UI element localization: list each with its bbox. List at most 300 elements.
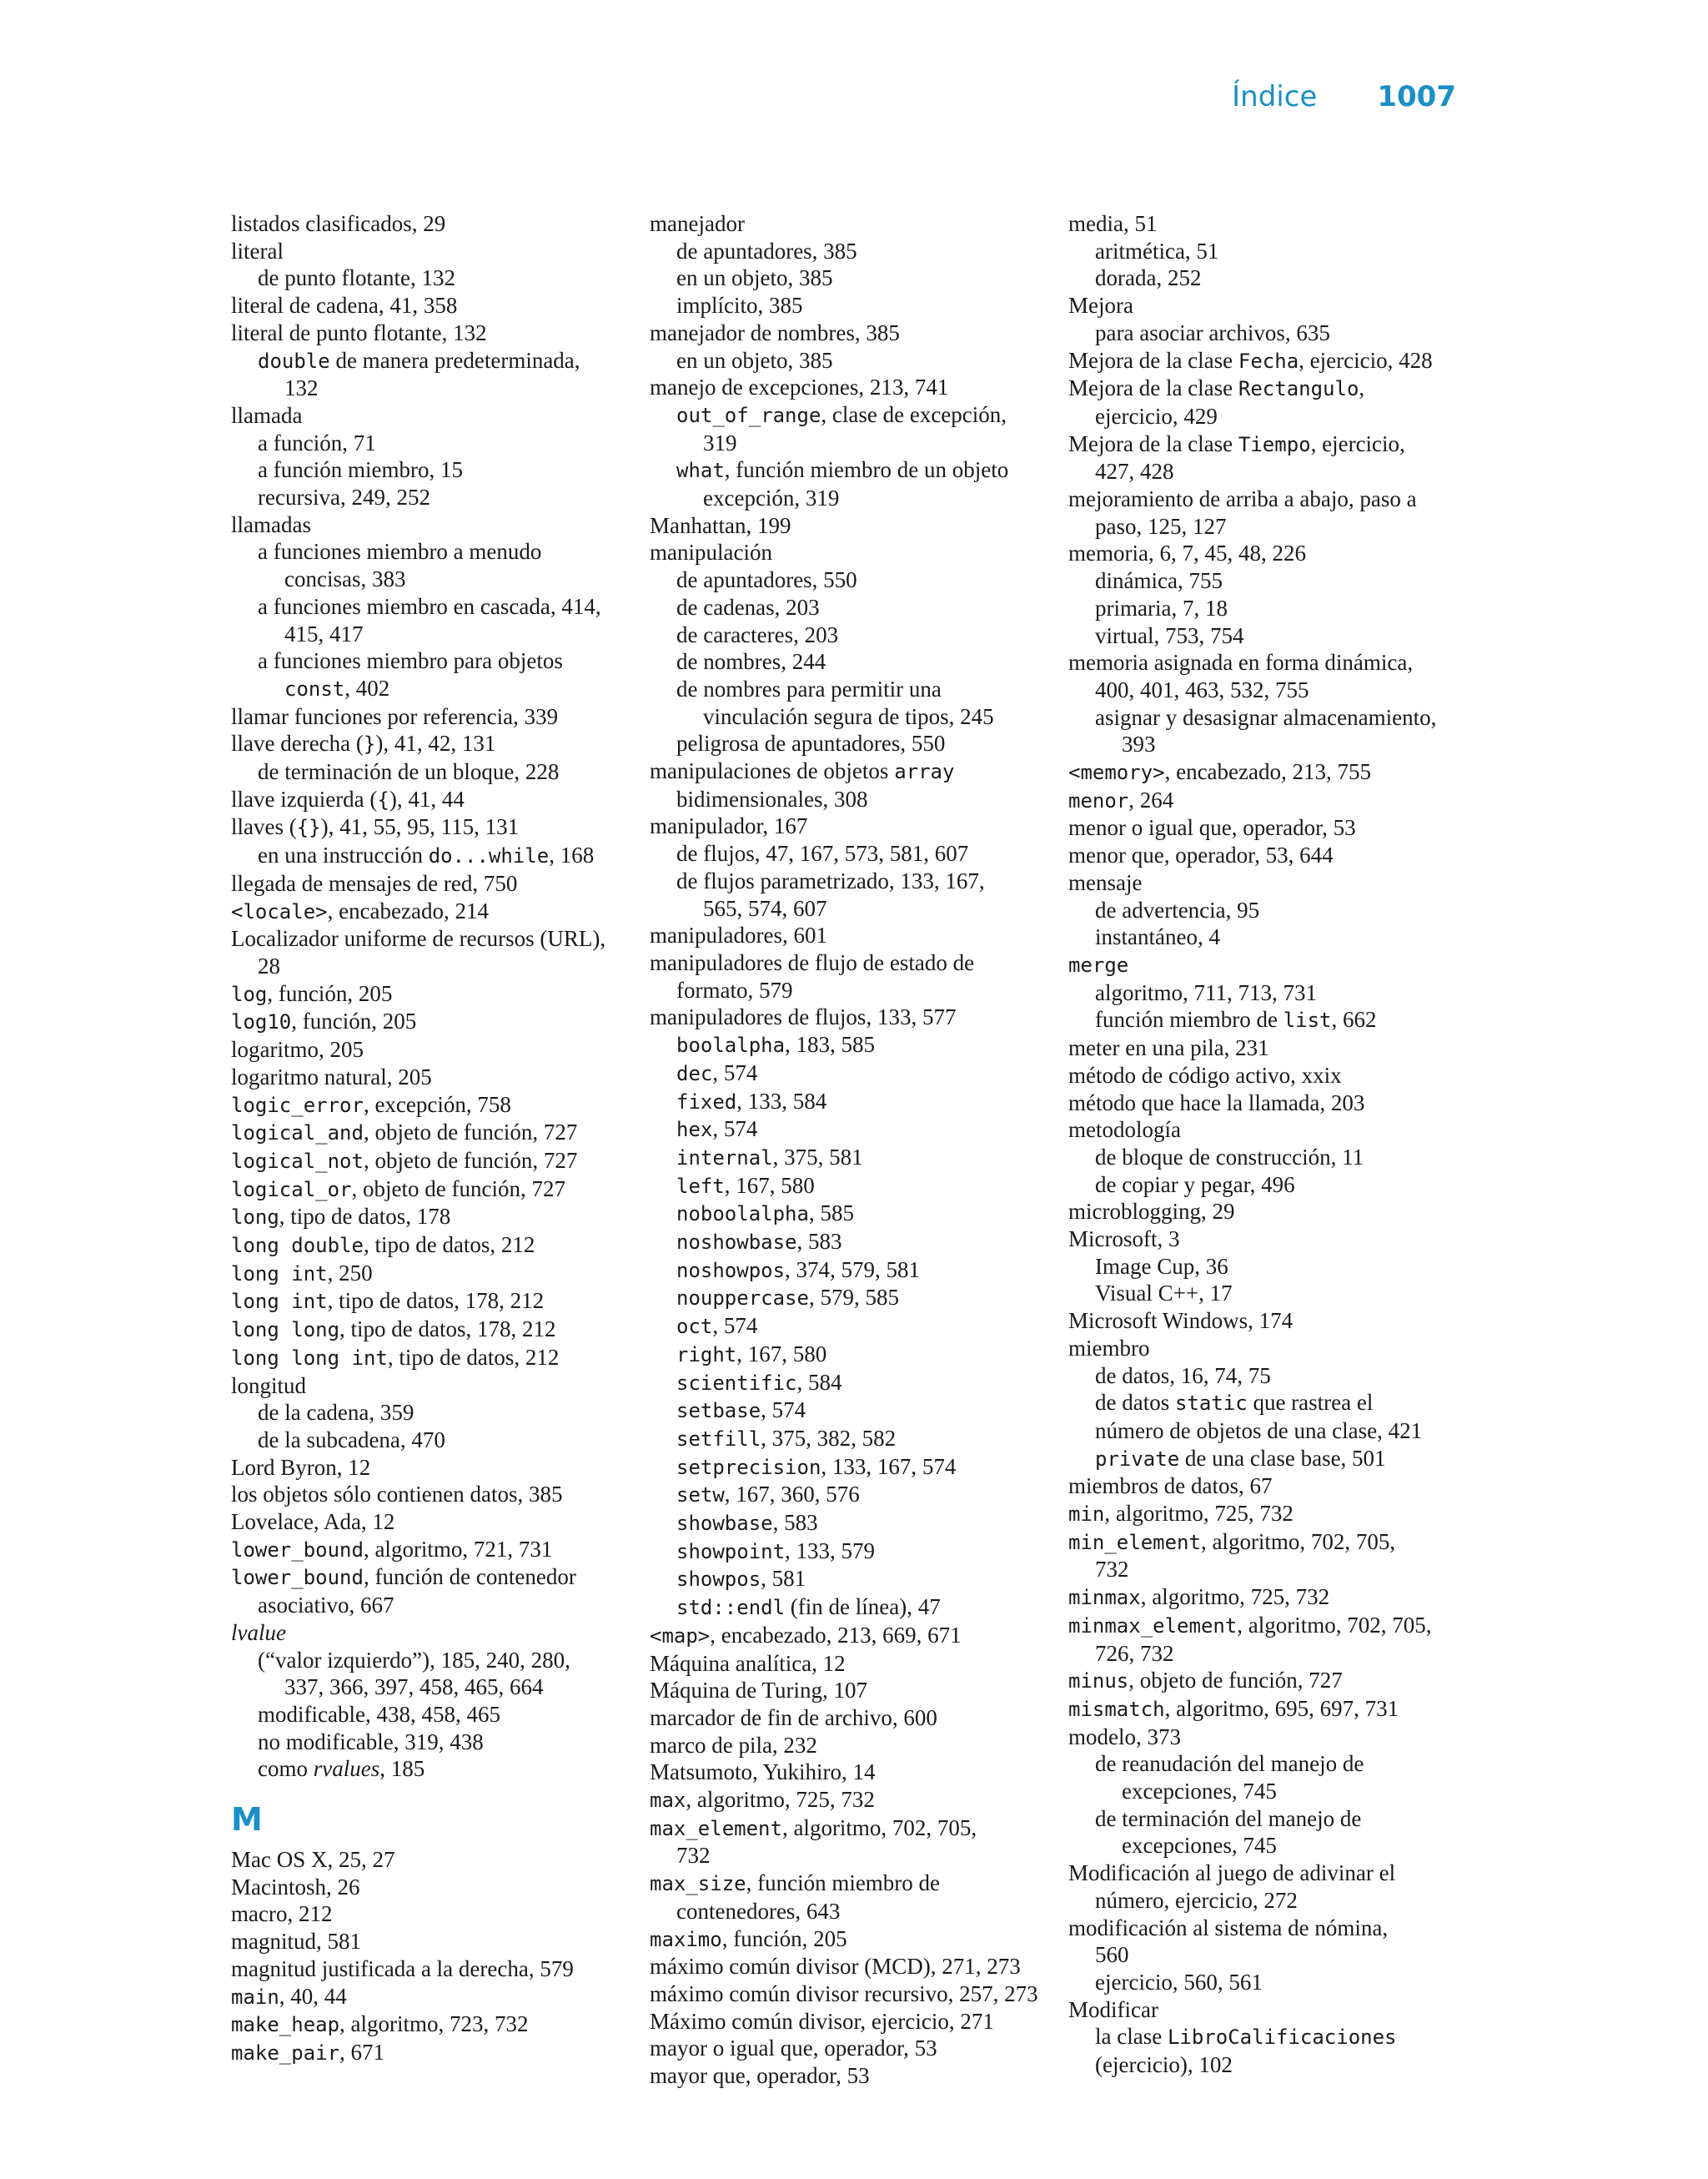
code-term: minmax_element [1068, 1613, 1238, 1638]
entry-text: dorada, 252 [1095, 265, 1202, 291]
index-subentry [1068, 1389, 1469, 1417]
code-term: left [676, 1174, 725, 1198]
index-subentry [650, 238, 1050, 265]
code-term: long int [231, 1290, 328, 1314]
entry-text: a función, 71 [258, 430, 376, 455]
code-term: scientific [676, 1371, 797, 1395]
entry-text: de terminación de un bloque, 228 [258, 759, 560, 785]
index-entry [1068, 951, 1469, 979]
entry-text: mayor que, operador, 53 [650, 2063, 870, 2089]
index-subentry [1068, 403, 1469, 430]
index-entry [650, 1980, 1050, 2008]
code-term: right [676, 1342, 737, 1366]
index-subentry [650, 1509, 1050, 1537]
entry-text: , función, 205 [721, 1925, 847, 1951]
entry-text: implícito, 385 [676, 293, 803, 319]
index-entry [231, 1231, 631, 1260]
entry-text: , algoritmo, 725, 732 [1104, 1501, 1294, 1527]
entry-text: 400, 401, 463, 532, 755 [1095, 677, 1309, 702]
index-subentry [650, 1172, 1050, 1200]
index-entry [231, 1008, 631, 1036]
entry-text: , 250 [327, 1260, 373, 1286]
entry-text: miembro [1068, 1335, 1150, 1361]
entry-text: instantáneo, 4 [1095, 924, 1220, 950]
code-term: {} [296, 816, 321, 840]
index-subentry [650, 1228, 1050, 1256]
index-entry [1068, 486, 1469, 513]
index-entry [231, 898, 631, 926]
index-subentry [650, 703, 1050, 731]
index-subentry [650, 430, 1050, 457]
index-subentry [1068, 458, 1469, 486]
index-subentry [231, 1673, 631, 1701]
entry-text: llamadas [231, 511, 311, 537]
entry-text: modelo, 373 [1068, 1724, 1181, 1749]
entry-text: , ejercicio, 428 [1299, 347, 1433, 373]
code-term: do...while [428, 844, 550, 868]
index-entry [231, 238, 631, 265]
index-entry [650, 2035, 1050, 2062]
index-entry [1068, 1859, 1469, 1887]
entry-text: (fin de línea), 47 [785, 1594, 941, 1620]
entry-text: llaves ( [231, 814, 297, 840]
code-term: maximo [650, 1927, 722, 1951]
index-subentry [650, 621, 1050, 649]
entry-text: número, ejercicio, 272 [1095, 1887, 1298, 1913]
entry-text: de reanudación del manejo de [1095, 1751, 1364, 1777]
code-term: min [1068, 1502, 1105, 1527]
index-entry [650, 210, 1050, 238]
index-entry [231, 210, 631, 238]
code-term: internal [676, 1145, 773, 1170]
entry-text: memoria, 6, 7, 45, 48, 226 [1068, 541, 1306, 566]
code-term: mismatch [1068, 1697, 1165, 1721]
code-term: logical_not [231, 1149, 364, 1173]
index-subentry [650, 1115, 1050, 1144]
code-term: long int [231, 1261, 328, 1286]
index-entry [1068, 1307, 1469, 1335]
index-entry [650, 813, 1050, 840]
entry-text: contenedores, 643 [676, 1898, 841, 1924]
entry-text: para asociar archivos, 635 [1095, 320, 1330, 345]
entry-text: literal de cadena, 41, 358 [231, 293, 458, 319]
entry-text: Máquina de Turing, 107 [650, 1678, 868, 1703]
entry-text: , algoritmo, 695, 697, 731 [1164, 1695, 1399, 1721]
entry-text: manipulador, 167 [650, 813, 808, 839]
index-subentry [231, 1399, 631, 1427]
code-term: LibroCalificaciones [1167, 2026, 1397, 2050]
index-entry [1068, 1034, 1469, 1062]
entry-text: la clase [1095, 2024, 1168, 2050]
code-term: Fecha [1238, 349, 1299, 373]
index-entry [1068, 842, 1469, 869]
entry-text: vinculación segura de tipos, 245 [703, 703, 994, 729]
index-entry [231, 292, 631, 320]
code-term: logical_and [231, 1121, 364, 1145]
code-term: min_element [1068, 1530, 1201, 1554]
index-column-1 [231, 210, 631, 2067]
entry-text: Microsoft Windows, 174 [1068, 1308, 1294, 1334]
index-entry [1068, 1062, 1469, 1090]
code-term: out_of_range [676, 403, 821, 427]
entry-text: , 402 [344, 675, 390, 701]
code-term: list [1283, 1009, 1332, 1033]
index-subentry [1068, 1750, 1469, 1778]
index-entry [1068, 430, 1469, 459]
entry-text: , 584 [796, 1369, 842, 1395]
index-column-2 [650, 210, 1050, 2090]
index-subentry [650, 676, 1050, 703]
entry-text: de manera predeterminada, [329, 347, 580, 373]
index-subentry [650, 1059, 1050, 1088]
entry-text: magnitud, 581 [231, 1929, 361, 1955]
code-term: long double [231, 1234, 364, 1258]
index-entry [650, 1786, 1050, 1814]
code-term: lower_bound [231, 1566, 364, 1590]
entry-text: manipulación [650, 540, 772, 566]
index-entry [231, 1036, 631, 1064]
entry-text: , objeto de función, 727 [1128, 1668, 1343, 1693]
entry-text: marco de pila, 232 [650, 1732, 817, 1758]
index-entry [650, 1622, 1050, 1650]
index-subentry [650, 1256, 1050, 1285]
index-entry [650, 374, 1050, 401]
entry-text: recursiva, 249, 252 [258, 485, 430, 511]
entry-text: en un objeto, 385 [676, 265, 833, 291]
code-term: noshowpos [676, 1258, 786, 1282]
index-entry [231, 1563, 631, 1592]
index-subentry [1068, 1887, 1469, 1915]
code-term: merge [1068, 953, 1129, 977]
index-entry [231, 813, 631, 842]
entry-text: , 583 [796, 1229, 842, 1255]
code-term: private [1095, 1447, 1180, 1471]
entry-text: de terminación del manejo de [1095, 1805, 1362, 1831]
entry-text: método de código activo, xxix [1068, 1062, 1342, 1088]
code-term: setbase [676, 1399, 761, 1423]
entry-text: modificación al sistema de nómina, [1068, 1915, 1389, 1940]
entry-text: los objetos sólo contienen datos, 385 [231, 1482, 563, 1507]
index-entry [231, 1874, 631, 1901]
entry-text: 726, 732 [1095, 1640, 1174, 1666]
index-entry [231, 1536, 631, 1564]
index-subentry [231, 375, 631, 402]
index-entry [650, 320, 1050, 347]
index-entry [1068, 1500, 1469, 1528]
entry-text: logaritmo natural, 205 [231, 1064, 432, 1090]
entry-text: ejercicio, 560, 561 [1095, 1970, 1263, 1995]
entry-text: 415, 417 [284, 621, 364, 647]
index-subentry [650, 264, 1050, 292]
code-term: double [258, 349, 330, 373]
index-subentry [650, 786, 1050, 813]
entry-text: miembros de datos, 67 [1068, 1473, 1273, 1499]
entry-text: , 167, 580 [724, 1172, 815, 1198]
code-term: long long [231, 1318, 340, 1342]
entry-text: , encabezado, 213, 755 [1164, 759, 1371, 785]
code-term: Tiempo [1238, 432, 1311, 456]
entry-text: Mejora de la clase [1068, 347, 1238, 373]
index-subentry [1068, 1805, 1469, 1833]
entry-text: , [1359, 375, 1365, 401]
entry-text: , 133, 584 [736, 1088, 827, 1114]
entry-text: paso, 125, 127 [1095, 513, 1227, 539]
index-subentry [231, 593, 631, 621]
index-subentry [231, 1647, 631, 1674]
entry-text: máximo común divisor recursivo, 257, 273 [650, 1981, 1038, 2006]
index-subentry [1068, 897, 1469, 924]
index-subentry [1068, 513, 1469, 541]
index-subentry [650, 485, 1050, 512]
entry-text: media, 51 [1068, 211, 1158, 236]
index-subentry [1068, 1969, 1469, 1996]
entry-text: de copiar y pegar, 496 [1095, 1171, 1295, 1197]
index-subentry [1068, 1280, 1469, 1307]
entry-text: a funciones miembro en cascada, 414, [258, 593, 601, 619]
index-subentry [650, 1369, 1050, 1397]
entry-text: metodología [1068, 1117, 1181, 1143]
code-term: max [650, 1789, 686, 1813]
index-subentry [1068, 1006, 1469, 1034]
entry-text: llegada de mensajes de red, 750 [231, 870, 518, 896]
index-subentry [650, 401, 1050, 430]
entry-text: , tipo de datos, 178, 212 [339, 1316, 556, 1342]
index-entry [231, 1983, 631, 2011]
entry-text: de caracteres, 203 [676, 621, 839, 647]
code-term: what [676, 459, 725, 483]
entry-text: de advertencia, 95 [1095, 897, 1260, 923]
index-subentry [231, 456, 631, 484]
entry-text: literal de punto flotante, 132 [231, 320, 487, 345]
code-term: <memory> [1068, 761, 1165, 785]
index-entry [1068, 1996, 1469, 2024]
index-entry [1068, 787, 1469, 815]
code-term: minus [1068, 1669, 1129, 1693]
entry-text: 393 [1122, 732, 1156, 757]
entry-text: manejador de nombres, 385 [650, 320, 900, 345]
entry-text: , 183, 585 [785, 1032, 876, 1058]
entry-text: , 133, 579 [785, 1537, 876, 1563]
entry-text: lvalue [231, 1619, 286, 1645]
index-subentry [231, 621, 631, 648]
entry-text: , 375, 581 [772, 1144, 863, 1170]
entry-text: menor o igual que, operador, 53 [1068, 815, 1356, 841]
code-term: max_size [650, 1872, 746, 1896]
entry-text: Modificar [1068, 1996, 1158, 2022]
code-term: hex [676, 1118, 713, 1142]
entry-text: (“valor izquierdo”), 185, 240, 280, [258, 1647, 570, 1673]
index-subentry [1068, 1556, 1469, 1583]
index-entry [231, 1928, 631, 1955]
code-term: log [231, 982, 268, 1006]
index-entry [1068, 1090, 1469, 1117]
index-entry [1068, 1583, 1469, 1612]
index-entry [650, 512, 1050, 540]
index-entry [231, 2039, 631, 2067]
entry-text: que rastrea el [1247, 1390, 1374, 1416]
entry-text: Lord Byron, 12 [231, 1454, 371, 1480]
entry-text: manipuladores de flujo de estado de [650, 949, 975, 975]
index-subentry [1068, 1417, 1469, 1445]
entry-text: a funciones miembro a menudo [258, 539, 542, 565]
index-subentry [650, 456, 1050, 485]
index-subentry [650, 1312, 1050, 1341]
code-term: menor [1068, 788, 1129, 813]
entry-text: a funciones miembro para objetos [258, 648, 563, 674]
entry-text: de datos, 16, 74, 75 [1095, 1362, 1271, 1388]
entry-text: de datos [1095, 1390, 1175, 1416]
code-term: long long int [231, 1346, 388, 1370]
index-entry [650, 1953, 1050, 1980]
entry-text: concisas, 383 [284, 566, 406, 592]
index-entry [231, 1481, 631, 1508]
index-subentry [231, 1592, 631, 1619]
index-entry [1068, 1528, 1469, 1557]
index-subentry [650, 1565, 1050, 1593]
index-subentry [1068, 1778, 1469, 1805]
index-subentry [650, 648, 1050, 676]
code-term: make_heap [231, 2013, 340, 2037]
index-subentry [231, 264, 631, 292]
entry-text: , algoritmo, 702, 705, [1237, 1612, 1432, 1638]
entry-text: Máximo común divisor, ejercicio, 271 [650, 2008, 994, 2034]
entry-text: , 168 [549, 843, 595, 868]
index-subentry [650, 1144, 1050, 1172]
index-entry [231, 402, 631, 430]
entry-text: primaria, 7, 18 [1095, 595, 1228, 621]
code-term: { [377, 788, 389, 812]
index-subentry [231, 1729, 631, 1756]
index-entry [1068, 1612, 1469, 1640]
code-term: boolalpha [676, 1034, 786, 1058]
entry-text: 565, 574, 607 [703, 895, 827, 921]
index-entry [231, 1508, 631, 1536]
entry-text: número de objetos de una clase, 421 [1095, 1417, 1423, 1443]
entry-text: , función miembro de un objeto [724, 457, 1009, 483]
entry-text: de bloque de construcción, 11 [1095, 1144, 1364, 1170]
entry-text: Localizador uniforme de recursos (URL), [231, 926, 606, 952]
entry-text: literal [231, 238, 284, 264]
page-header [1232, 80, 1456, 113]
index-entry [231, 786, 631, 814]
entry-text: llamada [231, 402, 303, 428]
index-entry [231, 1316, 631, 1344]
index-subentry [1068, 1144, 1469, 1171]
entry-text: excepciones, 745 [1122, 1779, 1277, 1804]
code-term: <locale> [231, 899, 328, 923]
index-entry [231, 980, 631, 1009]
entry-text: 28 [258, 953, 280, 979]
page-number: 1007 [1377, 80, 1456, 113]
index-subentry [231, 538, 631, 566]
entry-text: marcador de fin de archivo, 600 [650, 1704, 937, 1730]
entry-text: , 264 [1128, 787, 1174, 813]
entry-text: , algoritmo, 702, 705, [781, 1814, 977, 1840]
entry-text: modificable, 438, 458, 465 [258, 1701, 500, 1727]
entry-text: , algoritmo, 725, 732 [1140, 1584, 1330, 1610]
index-entry [231, 511, 631, 539]
entry-text: , encabezado, 214 [327, 898, 489, 923]
code-term: static [1174, 1391, 1248, 1416]
code-term: minmax [1068, 1586, 1141, 1610]
entry-text: , algoritmo, 721, 731 [363, 1536, 553, 1562]
index-subentry [1068, 677, 1469, 704]
entry-text: mejoramiento de arriba a abajo, paso a [1068, 486, 1417, 512]
index-entry [1068, 1667, 1469, 1695]
index-entry [1068, 1724, 1469, 1751]
index-entry [650, 757, 1050, 786]
entry-text: de la subcadena, 470 [258, 1427, 445, 1452]
index-subentry [650, 1396, 1050, 1425]
index-subentry [1068, 1941, 1469, 1969]
index-subentry [650, 1898, 1050, 1925]
code-term: dec [676, 1061, 713, 1085]
code-term: make_pair [231, 2041, 340, 2065]
index-subentry [231, 1427, 631, 1454]
entry-text: manipulaciones de objetos [650, 758, 895, 784]
index-subentry [650, 1284, 1050, 1312]
entry-text: listados clasificados, 29 [231, 211, 446, 236]
entry-text: mensaje [1068, 869, 1143, 895]
index-subentry [1068, 2051, 1469, 2079]
index-subentry [1068, 1362, 1469, 1390]
entry-text: 732 [1095, 1557, 1129, 1583]
index-entry [1068, 540, 1469, 567]
index-entry [650, 1650, 1050, 1678]
entry-text: de punto flotante, 132 [258, 265, 455, 291]
entry-text: , objeto de función, 727 [351, 1175, 565, 1201]
index-entry [650, 922, 1050, 949]
index-subentry [231, 758, 631, 786]
entry-text: macro, 212 [231, 1901, 333, 1927]
index-subentry [650, 1425, 1050, 1453]
index-entry [231, 1900, 631, 1928]
code-term: setfill [676, 1427, 761, 1451]
index-entry [231, 870, 631, 898]
entry-text: , algoritmo, 702, 705, [1200, 1528, 1396, 1554]
index-subentry [231, 484, 631, 511]
index-subentry [231, 647, 631, 675]
entry-text: aritmética, 51 [1095, 238, 1219, 264]
index-entry [231, 1175, 631, 1204]
entry-text: , 671 [339, 2040, 385, 2065]
entry-text: Máquina analítica, 12 [650, 1650, 846, 1676]
code-term: main [231, 1985, 279, 2009]
index-subentry [1068, 1445, 1469, 1473]
index-subentry [231, 430, 631, 457]
entry-text: , 185 [379, 1756, 425, 1782]
code-term: <map> [650, 1623, 711, 1648]
index-subentry [650, 1481, 1050, 1509]
index-entry [650, 1870, 1050, 1898]
entry-text: de la cadena, 359 [258, 1400, 414, 1426]
entry-text: de cadenas, 203 [676, 594, 820, 620]
entry-text: , 574 [761, 1397, 806, 1423]
entry-text: manejo de excepciones, 213, 741 [650, 375, 949, 400]
entry-text: en una instrucción [258, 843, 429, 868]
index-subentry [1068, 1832, 1469, 1859]
index-entry [650, 1704, 1050, 1732]
code-term: Rectangulo [1238, 377, 1359, 401]
index-entry [231, 703, 631, 731]
entry-text: Visual C++, 17 [1095, 1281, 1233, 1306]
index-entry [650, 1925, 1050, 1954]
entry-text: 132 [284, 375, 319, 401]
entry-text: llamar funciones por referencia, 339 [231, 703, 559, 729]
index-subentry [650, 1088, 1050, 1116]
entry-text: manejador [650, 211, 745, 236]
entry-text: método que hace la llamada, 203 [1068, 1090, 1365, 1115]
